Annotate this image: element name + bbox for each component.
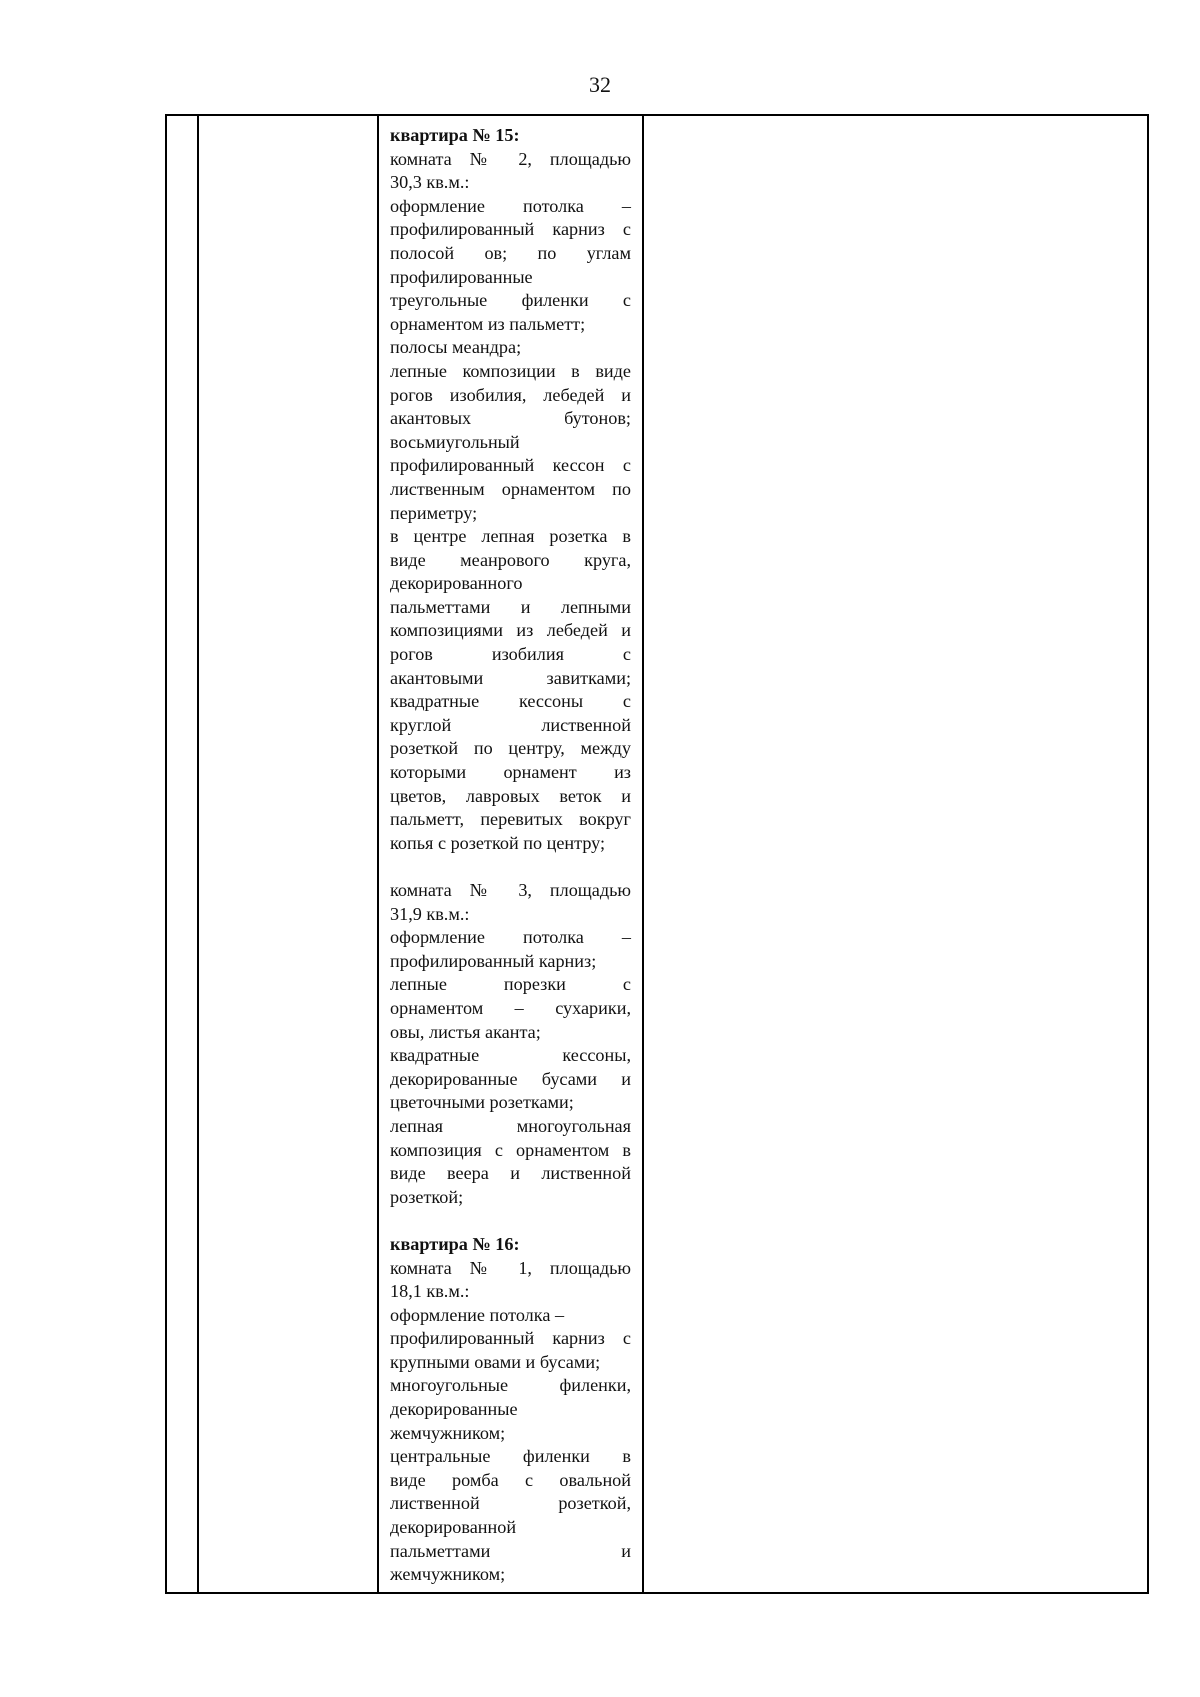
room-description-line: оформление потолка – — [390, 1304, 565, 1325]
room-description-line: комната № 2, площадью — [390, 148, 631, 169]
room-description-line: в центре лепная розетка в — [390, 526, 631, 547]
table-column-number — [167, 116, 199, 1592]
room-description-line: профилированные — [390, 266, 533, 287]
paragraph-gap — [390, 855, 631, 879]
room-description-line: профилированный карниз с — [390, 219, 631, 240]
room-description-line: комната № 3, площадью — [390, 880, 631, 900]
document-table — [165, 114, 1149, 1594]
room-description-line: рогов изобилия с — [390, 644, 631, 665]
room-description-line: акантовыми завитками; — [390, 667, 631, 688]
room-description-line: акантовых бутонов; — [390, 408, 631, 429]
table-column-notes — [644, 116, 1147, 1592]
room-description-line: рогов изобилия, лебедей и — [390, 384, 631, 405]
room-description-line: композиция с орнаментом в — [390, 1139, 631, 1160]
room-description-line: квадратные кессоны, — [390, 1045, 631, 1066]
room-description-line: орнаментом из пальметт; — [390, 313, 586, 334]
room-description-line: комната № 1, площадью — [390, 1257, 631, 1278]
room-description-line: многоугольные филенки, — [390, 1375, 631, 1396]
room-description-line: розеткой по центру, между — [390, 738, 631, 759]
room-description-line: цветов, лавровых веток и — [390, 785, 631, 806]
room-description-line: декорированные бусами и — [390, 1068, 631, 1089]
apartment-heading: квартира № 15: — [390, 125, 520, 145]
room-description-line: декорированной — [390, 1517, 517, 1538]
room-description-line: лепная многоугольная — [390, 1115, 631, 1136]
paragraph-gap — [390, 1209, 631, 1233]
room-description-line: виде веера и лиственной — [390, 1163, 631, 1184]
room-description-line: декорированные — [390, 1399, 518, 1420]
room-description-line: профилированный кессон с — [390, 455, 631, 476]
room-description-line: квадратные кессоны с — [390, 691, 631, 712]
room-description-line: восьмиугольный — [390, 431, 520, 452]
room-description-line: периметру; — [390, 502, 478, 523]
room-description-line: профилированный карниз с — [390, 1328, 631, 1349]
room-description-line: жемчужником; — [390, 1422, 506, 1443]
room-description-line: лиственной розеткой, — [390, 1493, 631, 1514]
room-description-line: лепные композиции в виде — [390, 360, 631, 381]
room-description-line: орнаментом – сухарики, — [390, 997, 631, 1018]
room-description-line: виде меанрового круга, — [390, 549, 631, 570]
room-description-line: полосой ов; по углам — [390, 242, 631, 263]
room-description-line: полосы меандра; — [390, 337, 522, 358]
description-cell-text — [390, 124, 631, 1587]
room-description-line: 31,9 кв.м.: — [390, 903, 470, 924]
room-description-line: крупными овами и бусами; — [390, 1351, 601, 1372]
room-description-line: 30,3 кв.м.: — [390, 172, 470, 193]
apartment-heading: квартира № 16: — [390, 1233, 520, 1254]
room-description-line: копья с розеткой по центру; — [390, 832, 606, 853]
room-description-line: лепные порезки с — [390, 974, 631, 995]
room-description-line: треугольные филенки с — [390, 290, 631, 311]
room-description-line: пальметтами и — [390, 1540, 631, 1561]
room-description-line: оформление потолка – — [390, 927, 631, 948]
room-description-line: пальметтами и лепными — [390, 596, 631, 617]
room-description-line: розеткой; — [390, 1186, 464, 1207]
room-description-line: жемчужником; — [390, 1564, 506, 1585]
room-description-line: центральные филенки в — [390, 1446, 631, 1467]
room-description-line: 18,1 кв.м.: — [390, 1281, 470, 1302]
room-description-line: пальметт, перевитых вокруг — [390, 809, 631, 830]
room-description-line: профилированный карниз; — [390, 950, 597, 971]
room-description-line: цветочными розетками; — [390, 1092, 574, 1113]
page-number: 32 — [589, 72, 611, 97]
room-description-line: овы, листья аканта; — [390, 1021, 541, 1042]
room-description-line: круглой лиственной — [390, 714, 631, 735]
table-column-name — [199, 116, 379, 1592]
room-description-line: декорированного — [390, 573, 523, 594]
room-description-line: оформление потолка – — [390, 195, 631, 216]
room-description-line: композициями из лебедей и — [390, 620, 631, 641]
room-description-line: которыми орнамент из — [390, 762, 631, 783]
table-column-description — [379, 116, 644, 1592]
room-description-line: лиственным орнаментом по — [390, 478, 631, 499]
room-description-line: виде ромба с овальной — [390, 1469, 631, 1490]
